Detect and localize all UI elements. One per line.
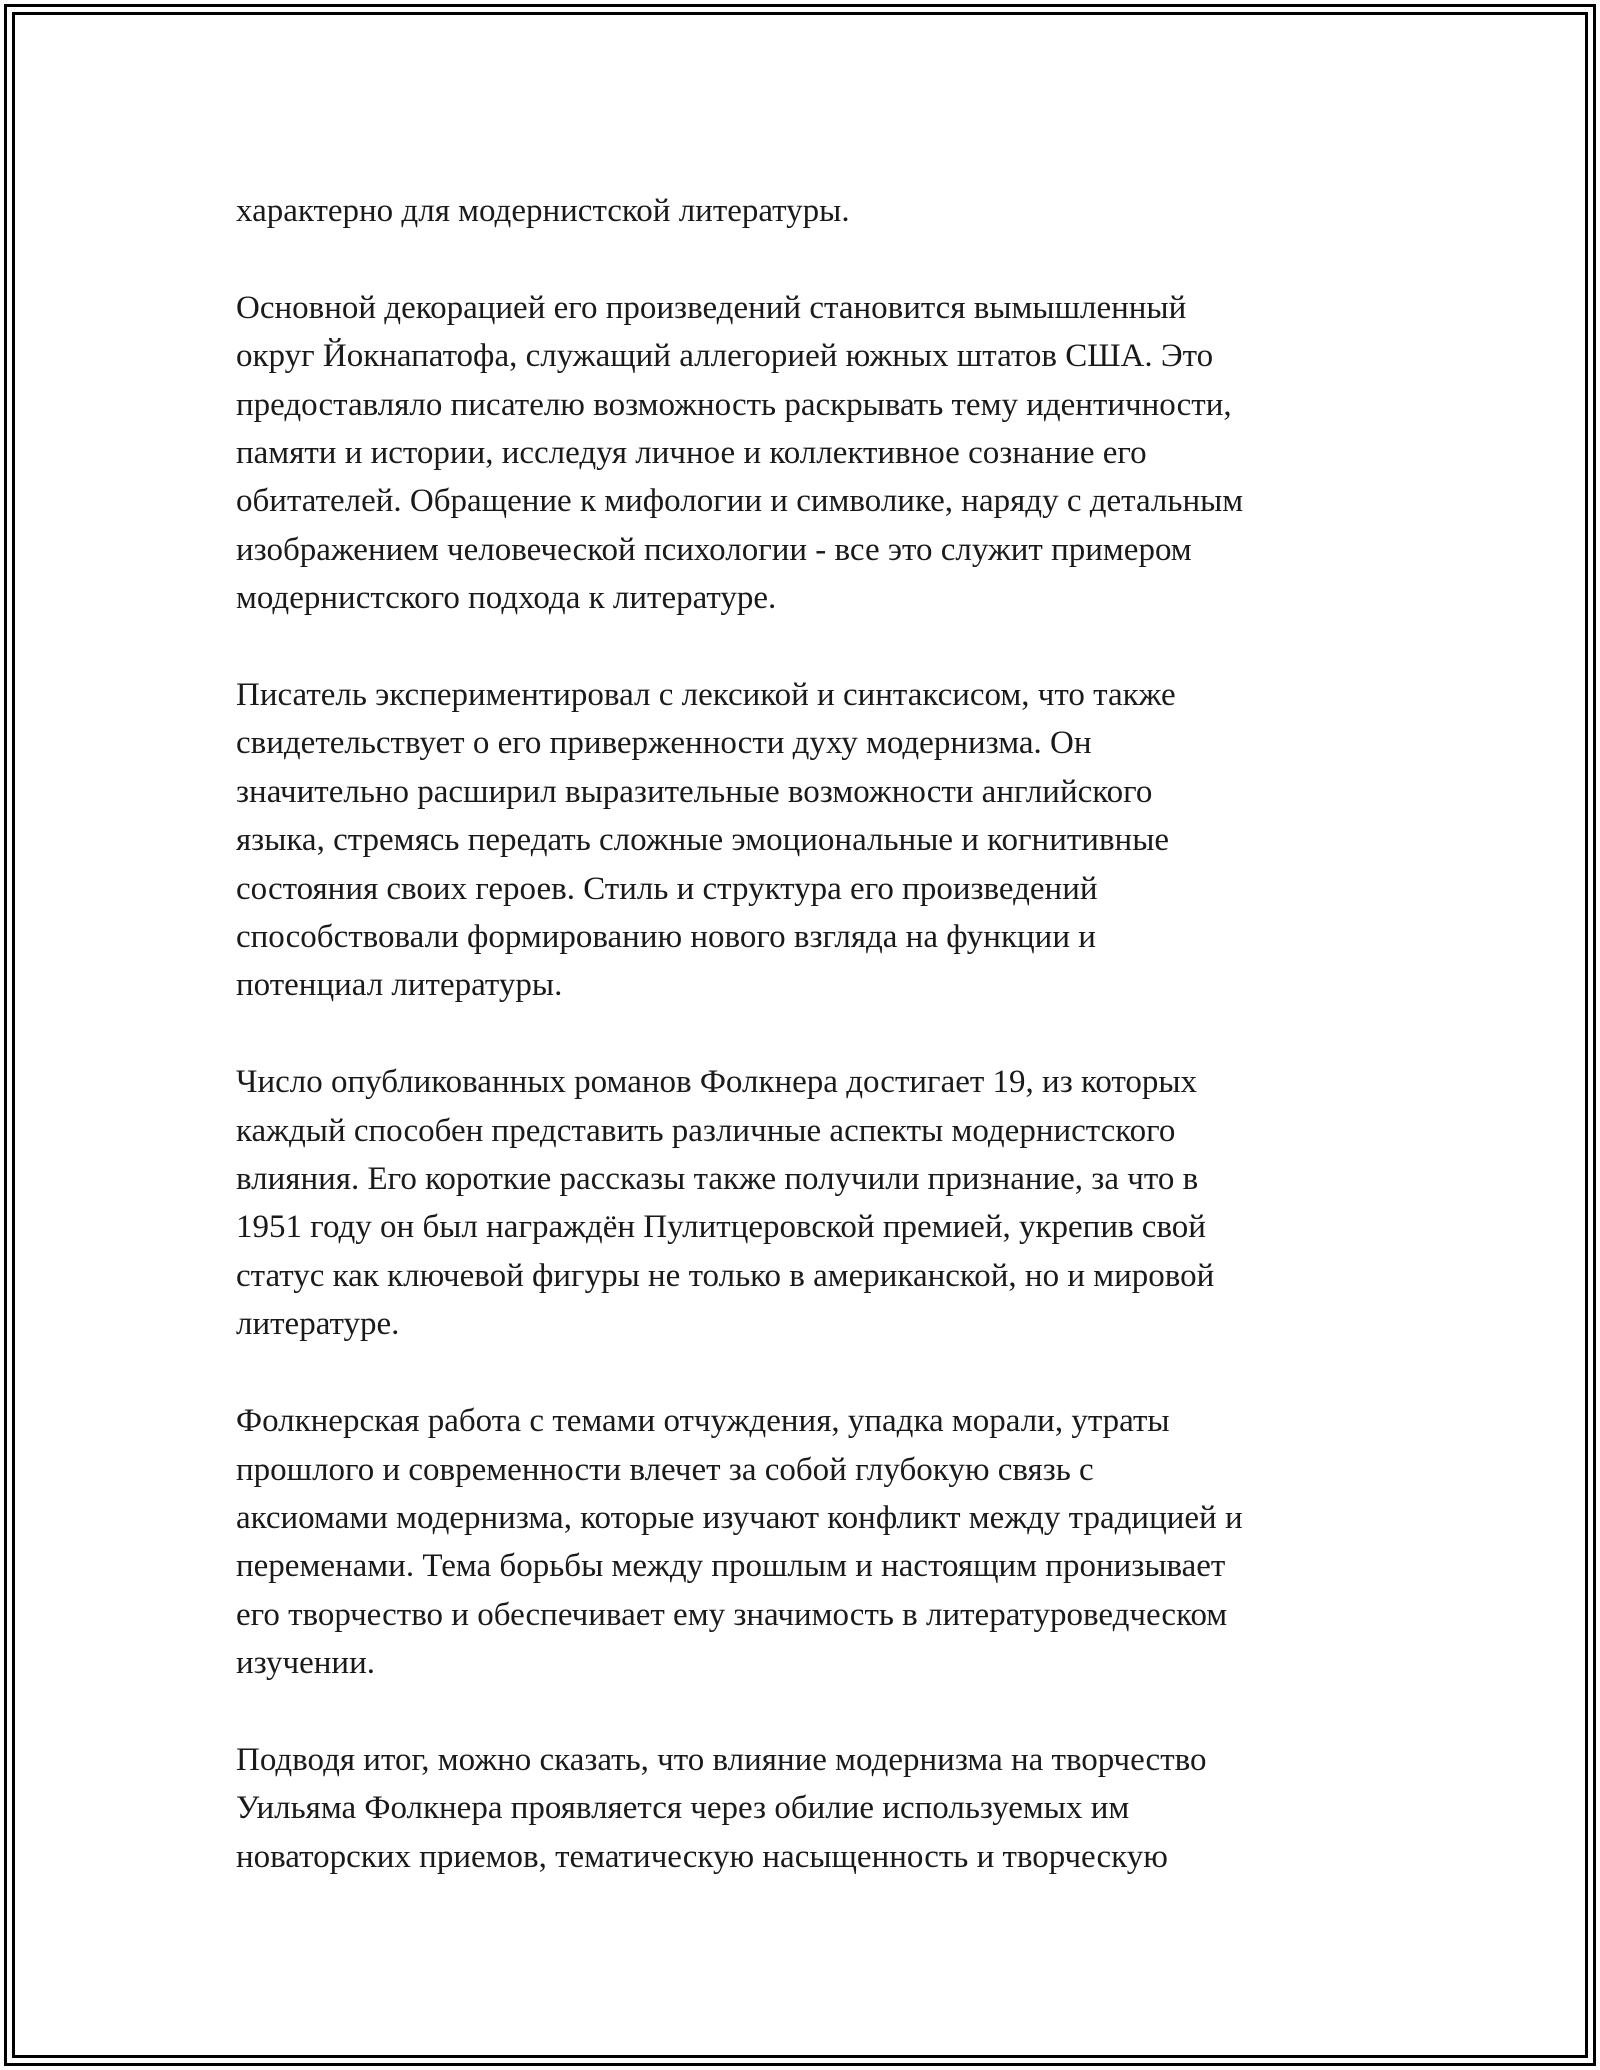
text-line: новаторских приемов, тематическую насыщенность и творческую bbox=[236, 1838, 1168, 1875]
text-line: аксиомами модернизма, которые изучают конфликт между традицией и bbox=[236, 1499, 1243, 1536]
text-line: состояния своих героев. Стиль и структура его произведений bbox=[236, 870, 1098, 907]
text-line: языка, стремясь передать сложные эмоциональные и когнитивные bbox=[236, 822, 1170, 859]
text-line: модернистского подхода к литературе. bbox=[236, 580, 777, 617]
text-line: Основной декорацией его произведений становится вымышленный bbox=[236, 289, 1187, 326]
text-line: значительно расширил выразительные возможности английского bbox=[236, 773, 1153, 810]
text-line: Писатель экспериментировал с лексикой и синтаксисом, что также bbox=[236, 677, 1176, 714]
text-line: Число опубликованных романов Фолкнера достигает 19, из которых bbox=[236, 1064, 1198, 1101]
text-line: способствовали формированию нового взгляда на функции и bbox=[236, 919, 1096, 956]
document-body bbox=[236, 187, 1386, 1881]
text-line: 1951 году он был награждён Пулитцеровской премией, укрепив свой bbox=[236, 1209, 1206, 1246]
text-line: переменами. Тема борьбы между прошлым и настоящим пронизывает bbox=[236, 1548, 1226, 1585]
text-line: памяти и истории, исследуя личное и коллективное сознание его bbox=[236, 435, 1147, 472]
text-line: его творчество и обеспечивает ему значимость в литературоведческом bbox=[236, 1596, 1228, 1633]
text-line: литературе. bbox=[236, 1306, 400, 1343]
text-line: статус как ключевой фигуры не только в американской, но и мировой bbox=[236, 1257, 1215, 1294]
text-line: свидетельствует о его приверженности духу модернизма. Он bbox=[236, 725, 1092, 762]
paragraph-5 bbox=[236, 1397, 1386, 1687]
text-line: округ Йокнапатофа, служащий аллегорией южных штатов США. Это bbox=[236, 338, 1214, 375]
paragraph-3 bbox=[236, 671, 1386, 1010]
text-line: изучении. bbox=[236, 1645, 375, 1682]
text-line: предоставляло писателю возможность раскрывать тему идентичности, bbox=[236, 386, 1232, 423]
text-line: потенциал литературы. bbox=[236, 967, 563, 1004]
text-line: Фолкнерская работа с темами отчуждения, упадка морали, утраты bbox=[236, 1403, 1170, 1440]
text-line: Уильяма Фолкнера проявляется через обилие используемых им bbox=[236, 1790, 1130, 1827]
text-line: изображением человеческой психологии - все это служит примером bbox=[236, 531, 1192, 568]
paragraph-2 bbox=[236, 284, 1386, 623]
paragraph-1 bbox=[236, 187, 1386, 235]
text-line: прошлого и современности влечет за собой глубокую связь с bbox=[236, 1451, 1094, 1488]
text-line: Подводя итог, можно сказать, что влияние модернизма на творчество bbox=[236, 1741, 1207, 1778]
paragraph-4 bbox=[236, 1058, 1386, 1348]
text-line: характерно для модернистской литературы. bbox=[236, 193, 850, 229]
paragraph-6 bbox=[236, 1736, 1386, 1881]
text-line: каждый способен представить различные аспекты модернистского bbox=[236, 1112, 1176, 1149]
text-line: влияния. Его короткие рассказы также получили признание, за что в bbox=[236, 1161, 1199, 1198]
text-line: обитателей. Обращение к мифологии и символике, наряду с детальным bbox=[236, 483, 1244, 520]
